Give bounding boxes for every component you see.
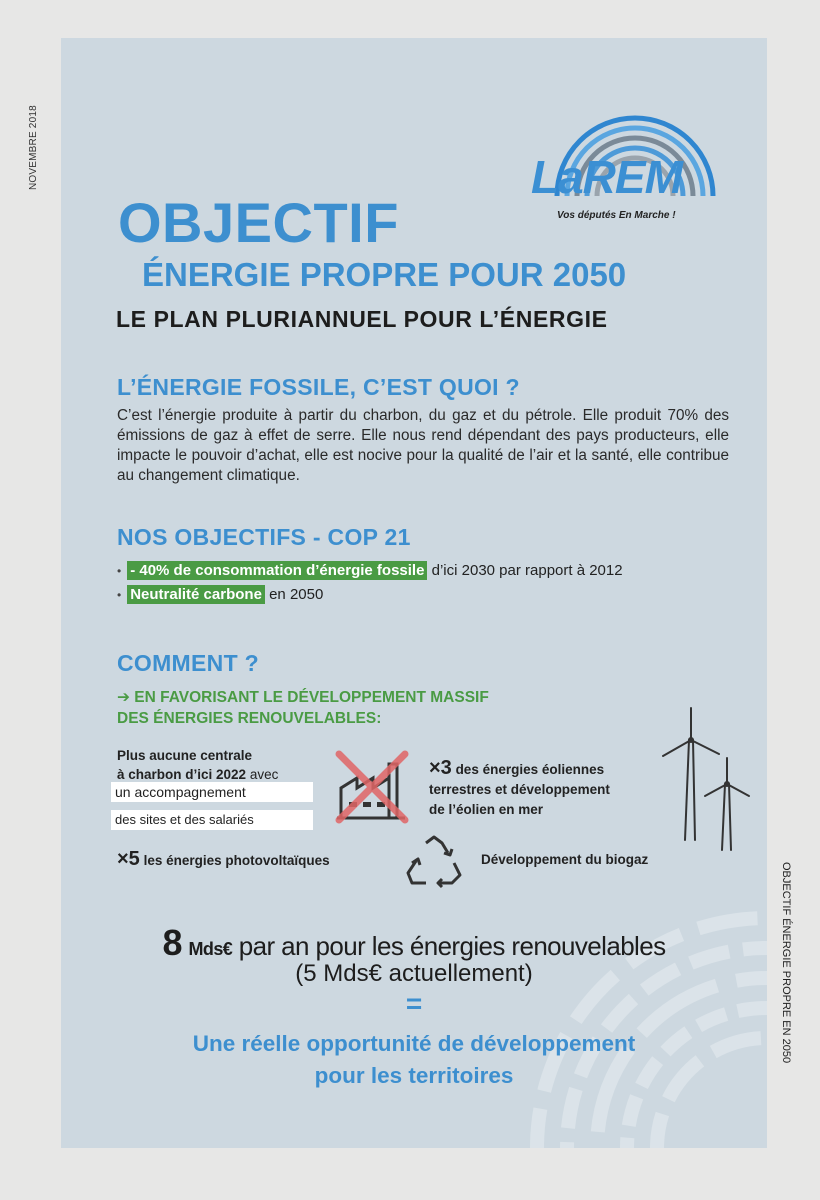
renewables-line1: EN FAVORISANT LE DÉVELOPPEMENT MASSIF bbox=[134, 689, 489, 706]
coal-support-box: un accompagnement bbox=[111, 782, 313, 802]
wind-line2: terrestres et développement bbox=[429, 782, 610, 797]
plan-title: LE PLAN PLURIANNUEL POUR L’ÉNERGIE bbox=[116, 306, 608, 332]
date-side-label: NOVEMBRE 2018 bbox=[28, 105, 39, 190]
funding-text: par an pour les énergies renouvelables bbox=[232, 931, 666, 961]
how-heading: COMMENT ? bbox=[117, 650, 259, 676]
objective-text: d’ici 2030 par rapport à 2012 bbox=[427, 562, 623, 579]
renewables-line2: DES ÉNERGIES RENOUVELABLES: bbox=[117, 710, 382, 727]
fossil-heading: L’ÉNERGIE FOSSILE, C’EST QUOI ? bbox=[117, 374, 520, 400]
fossil-paragraph: C’est l’énergie produite à partir du charbon, du gaz et du pétrole. Elle produit 70% des émissions de gaz à effet de serre. Elle nous rend dépendant des pays producteurs, elle impacte le pouvoir d’achat, elle est nocive pour la qualité de l’air et la santé, elle contribue au changement climatique. bbox=[117, 407, 729, 484]
opportunity-text bbox=[61, 1028, 767, 1092]
funding-unit: Mds€ bbox=[188, 939, 233, 959]
opportunity-line2: pour les territoires bbox=[314, 1063, 514, 1088]
pv-multiplier: ×5 bbox=[117, 848, 140, 870]
title-side-label: OBJECTIF ÉNERGIE PROPRE EN 2050 bbox=[780, 862, 792, 1064]
renewables-heading bbox=[117, 687, 489, 729]
opportunity-line1: Une réelle opportunité de développement bbox=[192, 1031, 636, 1056]
equals-sign: = bbox=[405, 988, 423, 1019]
wind-text bbox=[429, 758, 610, 820]
recycle-icon bbox=[404, 833, 464, 889]
biogas-text: Développement du biogaz bbox=[481, 852, 649, 867]
objective-highlight: Neutralité carbone bbox=[127, 585, 265, 604]
factory-crossed-icon bbox=[331, 746, 411, 826]
coal-text bbox=[117, 746, 278, 784]
arrow-right-icon: ➔ bbox=[117, 689, 135, 706]
funding-current: (5 Mds€ actuellement) bbox=[295, 960, 533, 987]
coal-line1: Plus aucune centrale bbox=[117, 748, 253, 763]
bullet-icon: • bbox=[117, 564, 122, 578]
wind-line1: des énergies éoliennes bbox=[451, 762, 605, 777]
coal-line2: à charbon d’ici 2022 bbox=[117, 767, 247, 782]
objectives-heading: NOS OBJECTIFS - COP 21 bbox=[117, 524, 411, 550]
coal-with: avec bbox=[246, 767, 279, 782]
flyer-panel bbox=[61, 38, 767, 1148]
funding-line bbox=[61, 922, 767, 964]
objective-item bbox=[117, 586, 323, 603]
wind-multiplier: ×3 bbox=[429, 757, 452, 779]
logo-tagline: Vos députés En Marche ! bbox=[557, 210, 676, 221]
objective-highlight: - 40% de consommation d’énergie fossile bbox=[127, 561, 427, 580]
main-title: OBJECTIF bbox=[118, 191, 399, 254]
wind-turbines-icon bbox=[651, 700, 761, 860]
bullet-icon: • bbox=[117, 588, 122, 602]
funding-amount: 8 bbox=[162, 922, 182, 963]
wind-line3: de l’éolien en mer bbox=[429, 802, 544, 817]
photovoltaic-text bbox=[117, 848, 330, 871]
pv-label: les énergies photovoltaïques bbox=[139, 853, 330, 868]
objective-item bbox=[117, 562, 623, 579]
main-subtitle: ÉNERGIE PROPRE POUR 2050 bbox=[142, 256, 627, 293]
logo-wordmark: LaREM bbox=[531, 151, 682, 203]
objective-text: en 2050 bbox=[264, 586, 324, 603]
coal-sites-box: des sites et des salariés bbox=[111, 810, 313, 830]
